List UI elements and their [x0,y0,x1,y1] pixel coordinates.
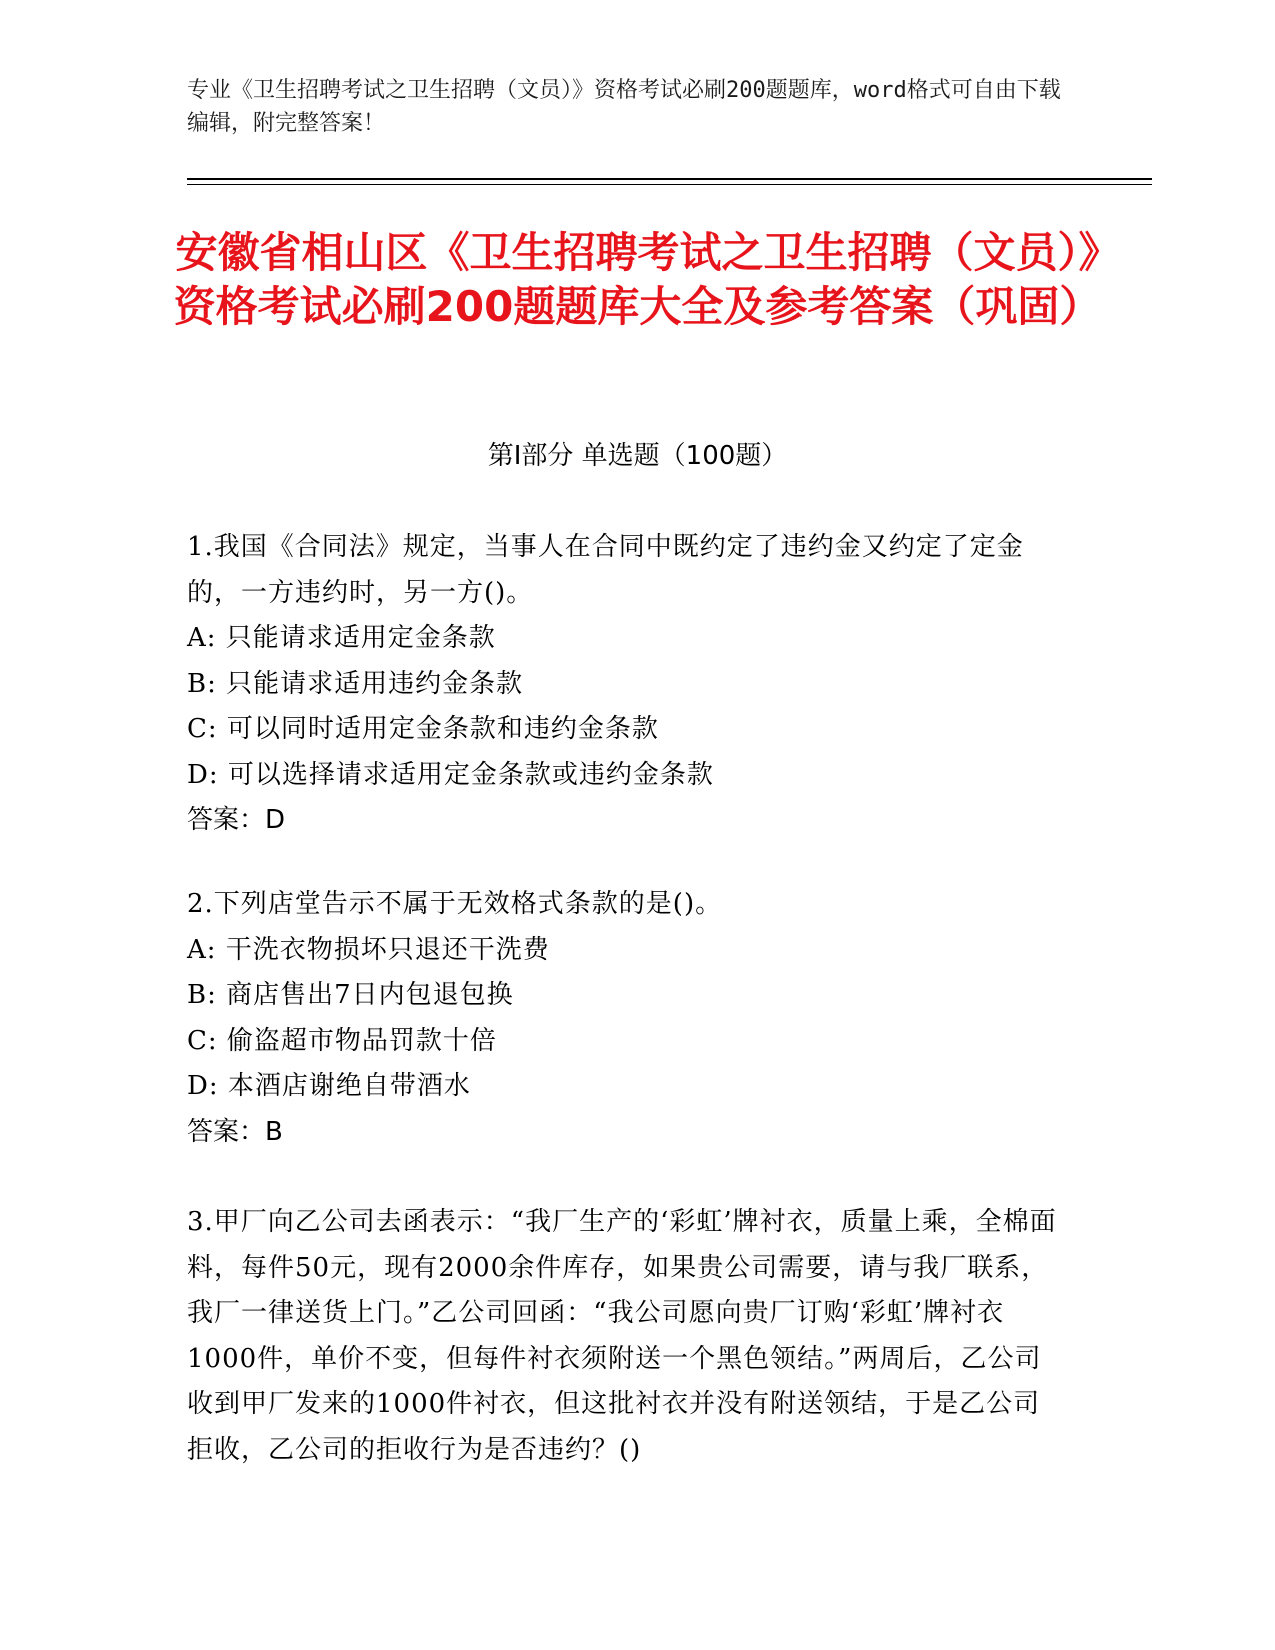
question-3 [187,1200,1067,1473]
answer-line: 答案：B [187,1116,283,1147]
option-a: A: 干洗衣物损坏只退还干洗费 [187,934,550,965]
option-d: D: 可以选择请求适用定金条款或违约金条款 [187,759,714,790]
option-b: B: 商店售出7日内包退包换 [187,980,514,1010]
option-b: B: 只能请求适用违约金条款 [187,668,524,699]
question-stem: 2.下列店堂告示不属于无效格式条款的是()。 [187,889,723,919]
header-divider-thick [187,178,1152,180]
answer-line: 答案：D [187,805,286,835]
option-c: C: 可以同时适用定金条款和违约金条款 [187,714,659,744]
option-c: C: 偷盗超市物品罚款十倍 [187,1025,497,1056]
section-heading: 第Ⅰ部分 单选题（100题） [487,441,788,471]
option-d: D: 本酒店谢绝自带酒水 [187,1071,471,1101]
question-stem: 3.甲厂向乙公司去函表示：“我厂生产的‘彩虹’牌衬衣，质量上乘，全棉面料，每件50元，现有2000余件库存，如果贵公司需要，请与我厂联系，我厂一律送货上门。”乙公司回函：“我公司愿向贵厂订购‘彩虹’牌衬衣1000件，单价不变，但每件衬衣须附送一个黑色领结。”两周后，乙公司收到甲厂发来的1000件衬衣，但这批衬衣并没有附送领结，于是乙公司拒收，乙公司的拒收行为是否违约？() [187,1207,1057,1465]
document-title: 安徽省相山区《卫生招聘考试之卫生招聘（文员）》资格考试必刷200题题库大全及参考答案（巩固） [173,228,1102,331]
question-stem: 1.我国《合同法》规定，当事人在合同中既约定了违约金又约定了定金的，一方违约时，另一方()。 [187,532,1024,608]
question-1 [187,525,1067,844]
option-a: A: 只能请求适用定金条款 [187,623,496,653]
question-2 [187,882,1067,1155]
header-divider-thin [187,184,1152,185]
header-note: 专业《卫生招聘考试之卫生招聘（文员）》资格考试必刷200题题库，word格式可自由下载编辑，附完整答案！ [187,78,1061,136]
